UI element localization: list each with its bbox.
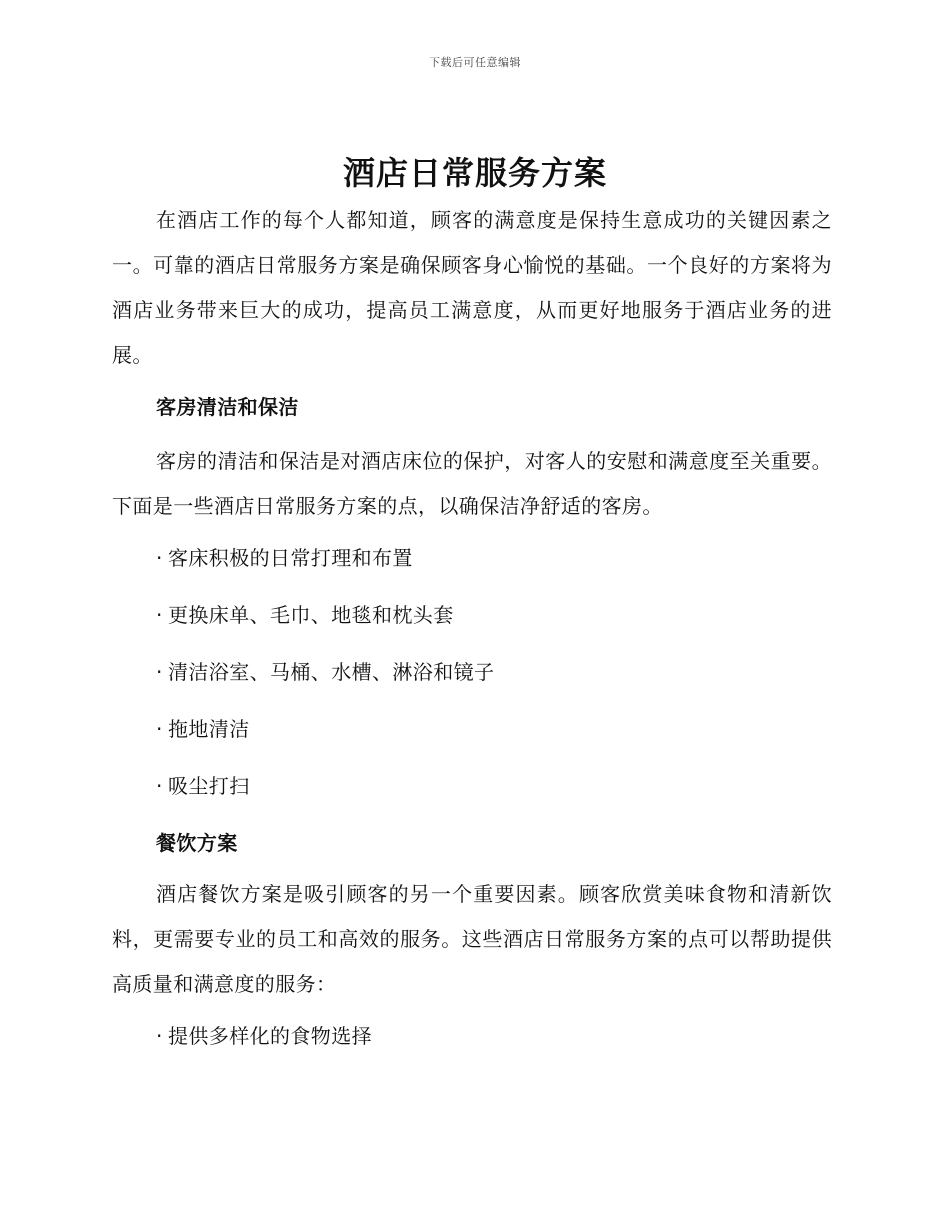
dining-paragraph: 酒店餐饮方案是吸引顾客的另一个重要因素。顾客欣赏美味食物和清新饮料，更需要专业的员工和高效的服务。这些酒店日常服务方案的点可以帮助提供高质量和满意度的服务：	[112, 882, 832, 996]
section-heading-room-cleaning: 客房清洁和保洁	[156, 395, 299, 419]
list-item: · 提供多样化的食物选择	[156, 1024, 372, 1048]
list-item: · 客床积极的日常打理和布置	[156, 546, 413, 570]
room-cleaning-list	[112, 544, 832, 800]
intro-paragraph: 在酒店工作的每个人都知道，顾客的满意度是保持生意成功的关键因素之一。可靠的酒店日常服务方案是确保顾客身心愉悦的基础。一个良好的方案将为酒店业务带来巨大的成功，提高员工满意度，从而更好地服务于酒店业务的进展。	[112, 208, 832, 367]
bullet-icon: ·	[156, 1024, 163, 1048]
list-item: · 清洁浴室、马桶、水槽、淋浴和镜子	[156, 660, 495, 684]
room-cleaning-paragraph: 客房的清洁和保洁是对酒店床位的保护，对客人的安慰和满意度至关重要。下面是一些酒店日常服务方案的点，以确保洁净舒适的客房。	[112, 449, 832, 518]
bullet-icon: ·	[156, 546, 163, 570]
list-item: · 更换床单、毛巾、地毯和枕头套	[156, 603, 454, 627]
list-item: · 吸尘打扫	[156, 774, 250, 798]
list-item: · 拖地清洁	[156, 717, 250, 741]
bullet-icon: ·	[156, 717, 163, 741]
bullet-icon: ·	[156, 603, 163, 627]
bullet-icon: ·	[156, 660, 163, 684]
page-header-note: 下载后可任意编辑	[429, 56, 521, 69]
bullet-icon: ·	[156, 774, 163, 798]
document-title: 酒店日常服务方案	[342, 154, 607, 192]
section-heading-dining: 餐饮方案	[156, 831, 238, 855]
dining-list	[112, 1022, 832, 1050]
document-body	[112, 198, 832, 1050]
